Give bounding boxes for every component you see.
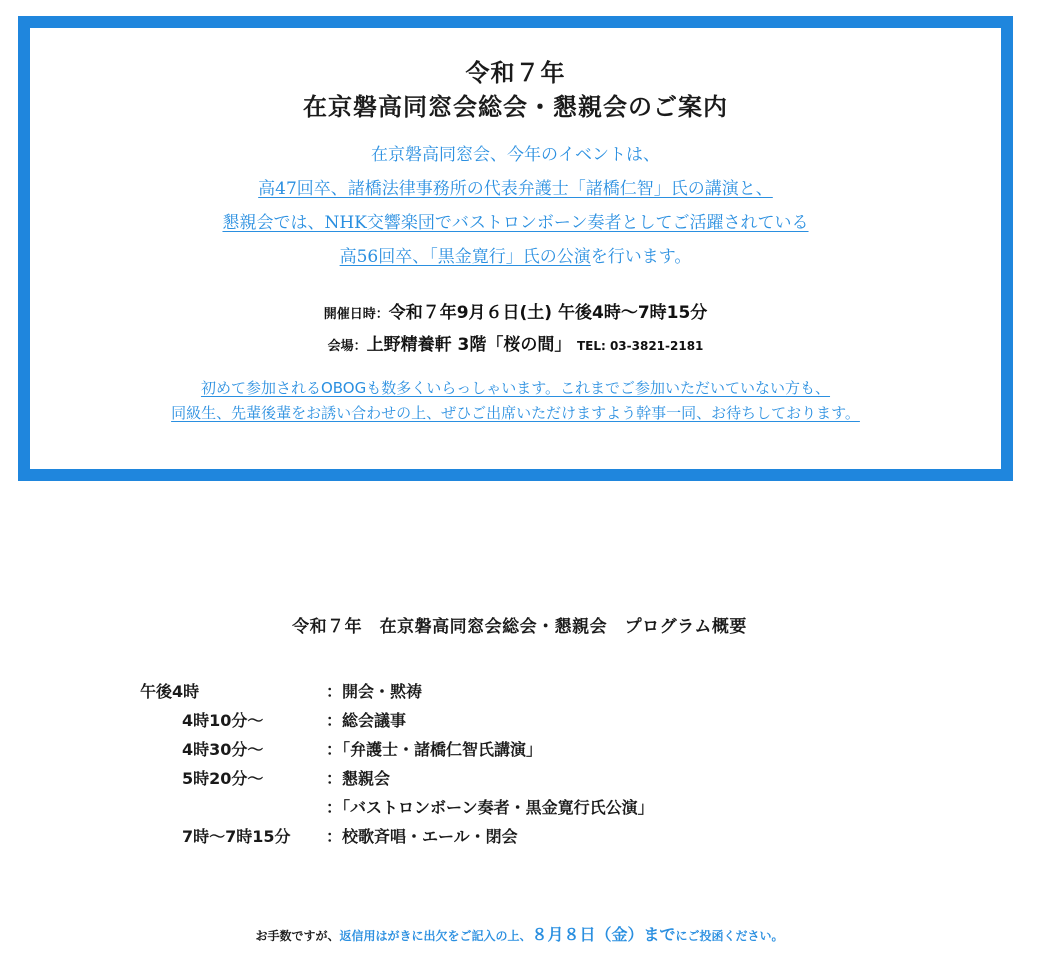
- schedule-row: [140, 821, 654, 850]
- event-details: [30, 298, 1001, 362]
- schedule-item: ：「弁護士・諸橋仁智氏講演」: [326, 740, 543, 759]
- welcome-line-1: 初めて参加されるOBOGも数多くいらっしゃいます。これまでご参加いただいていない方も、: [200, 379, 831, 397]
- schedule-item: ：開会・黙祷: [326, 682, 423, 701]
- schedule-row: [140, 792, 654, 821]
- welcome-paragraph: [30, 376, 1001, 426]
- schedule-item: ：「バストロンボーン奏者・黒金寛行氏公演」: [326, 798, 654, 817]
- intro-paragraph: [30, 138, 1001, 274]
- schedule-time: 5時20分～: [182, 769, 264, 788]
- venue-label: 会場：: [327, 339, 367, 354]
- event-venue: [30, 330, 1001, 362]
- reply-note-part-2: 返信用はがきに出欠をご記入の上、: [339, 929, 532, 943]
- schedule-row: [140, 705, 654, 734]
- venue-tel: TEL: 03-3821-2181: [576, 339, 704, 353]
- intro-line-4: [30, 240, 1001, 274]
- schedule-item: ：校歌斉唱・エール・閉会: [326, 827, 518, 846]
- schedule-time: [140, 792, 322, 821]
- invitation-inner: [30, 28, 1001, 469]
- schedule-row: [140, 676, 654, 705]
- intro-line-2: 高47回卒、諸橋法律事務所の代表弁護士「諸橋仁智」氏の講演と、: [258, 179, 773, 199]
- title-line-2: 在京磐高同窓会総会・懇親会のご案内: [303, 93, 728, 121]
- invitation-card: [18, 16, 1013, 481]
- schedule-time: 午後4時: [140, 682, 200, 701]
- intro-line-3: 懇親会では、NHK交響楽団でバストロンボーン奏者としてご活躍されている: [222, 213, 809, 233]
- schedule-item: ：懇親会: [326, 769, 391, 788]
- venue-value: 上野精養軒 3階「桜の間」: [366, 335, 572, 355]
- event-date: [30, 298, 1001, 330]
- reply-deadline: ８月８日（金）まで: [531, 925, 676, 944]
- schedule-time: 4時10分～: [182, 711, 264, 730]
- schedule-time: 7時～7時15分: [182, 827, 291, 846]
- schedule-row: [140, 734, 654, 763]
- date-value: 令和７年9月６日(土) 午後4時～7時15分: [388, 303, 708, 323]
- program-schedule: [140, 676, 654, 850]
- schedule-row: [140, 763, 654, 792]
- title-line-1: 令和７年: [465, 59, 566, 87]
- intro-line-4-rest: を行います。: [590, 247, 692, 267]
- schedule-item: ：総会議事: [326, 711, 407, 730]
- invitation-title: [30, 28, 1001, 124]
- welcome-line-2: 同級生、先輩後輩をお誘い合わせの上、ぜひご出席いただけますよう幹事一同、お待ちしております。: [171, 404, 860, 422]
- schedule-time: 4時30分～: [182, 740, 264, 759]
- reply-note: [0, 922, 1039, 945]
- reply-note-part-3: にご投函ください。: [675, 929, 784, 943]
- program-title: 令和７年 在京磐高同窓会総会・懇親会 プログラム概要: [292, 617, 747, 637]
- intro-line-1: 在京磐高同窓会、今年のイベントは、: [371, 145, 660, 165]
- reply-note-part-1: お手数ですが、: [255, 929, 340, 943]
- intro-line-4-underlined: 高56回卒、「黒金寛行」氏の公演: [339, 247, 591, 267]
- date-label: 開催日時：: [323, 307, 389, 322]
